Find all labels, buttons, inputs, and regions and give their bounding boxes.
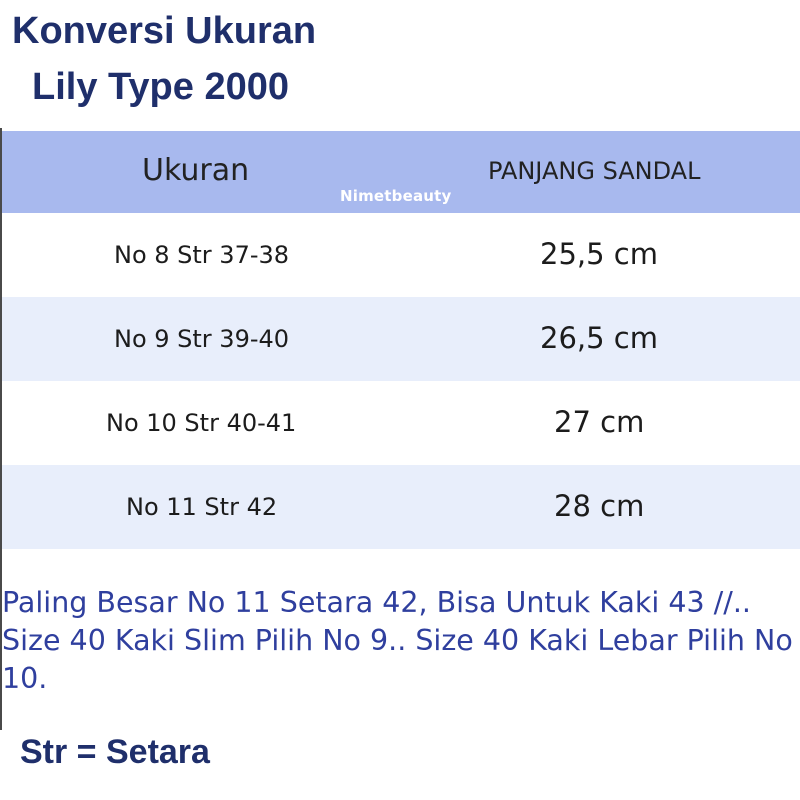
page-title-line-2: Lily Type 2000 xyxy=(32,66,289,108)
row-size: No 10 Str 40-41 xyxy=(106,409,297,437)
size-advice-note: Paling Besar No 11 Setara 42, Bisa Untuk Kaki 43 //.. Size 40 Kaki Slim Pilih No 9.. Size 40 Kaki Lebar Pilih No 10. xyxy=(2,586,793,695)
row-length: 27 cm xyxy=(554,405,645,439)
row-length: 25,5 cm xyxy=(540,237,658,271)
table-row xyxy=(2,297,800,381)
row-size: No 8 Str 37-38 xyxy=(114,241,290,269)
header-sandal-length: PANJANG SANDAL xyxy=(488,157,701,185)
row-length: 28 cm xyxy=(554,489,645,523)
table-row xyxy=(2,465,800,549)
table-row xyxy=(2,381,800,465)
abbreviation-legend: Str = Setara xyxy=(20,733,210,771)
table-row xyxy=(2,213,800,297)
table-header xyxy=(2,131,800,213)
page-title-line-1: Konversi Ukuran xyxy=(12,10,317,52)
row-size: No 9 Str 39-40 xyxy=(114,325,290,353)
header-size: Ukuran xyxy=(142,153,250,188)
watermark-text: Nimetbeauty xyxy=(340,187,452,205)
row-size: No 11 Str 42 xyxy=(126,493,278,521)
row-length: 26,5 cm xyxy=(540,321,658,355)
size-table xyxy=(2,131,800,549)
